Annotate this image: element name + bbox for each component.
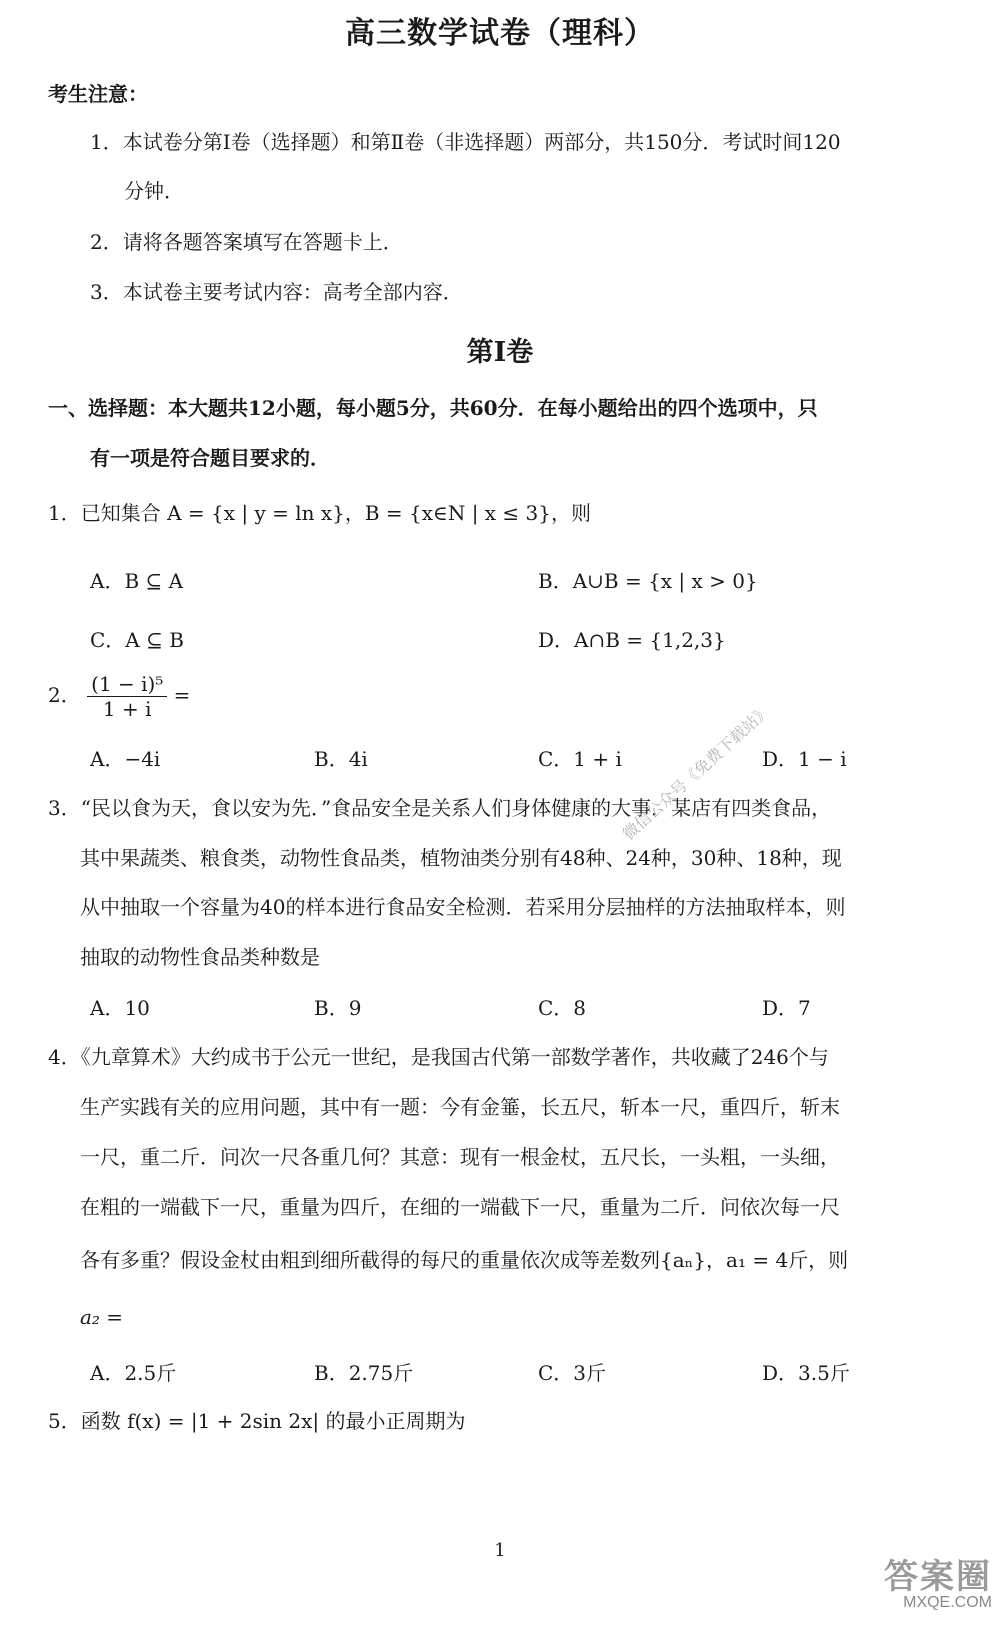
q3-line-1: 3．“民以食为天，食以安为先．”食品安全是关系人们身体健康的大事．某店有四类食品， [48,796,832,820]
q2-label: 2． [48,683,81,707]
q4-line-3: 一尺，重二斤．问次一尺各重几何？其意：现有一根金杖，五尺长，一头粗，一头细， [80,1145,840,1169]
q2-fraction [87,672,167,721]
corner-logo-title: 答案圈 [884,1557,992,1597]
q1-stem: 1．已知集合 A = {x | y = ln x}，B = {x∈N | x ≤ 3}，则 [48,501,591,525]
corner-logo-site: MXQE.COM [903,1594,992,1611]
q1-option-a: A．B ⊆ A [90,569,184,593]
q4-line-5: 各有多重？假设金杖由粗到细所截得的每尺的重量依次成等差数列{aₙ}，a₁ = 4斤，则 [80,1248,849,1272]
q4-option-c: C．3斤 [538,1361,607,1385]
q1-option-b: B．A∪B = {x | x > 0} [538,569,758,593]
watermark-text: 微信公众号《免费下载站》 [618,700,775,844]
q5-stem: 5．函数 f(x) = |1 + 2sin 2x| 的最小正周期为 [48,1409,466,1433]
q3-option-c: C．8 [538,996,587,1020]
q2-option-a: A．−4i [90,747,161,771]
q3-line-2: 其中果蔬类、粮食类，动物性食品类，植物油类分别有48种、24种，30种、18种，现 [80,846,842,870]
page-number: 1 [494,1540,506,1561]
q4-line-1: 4．《九章算术》大约成书于公元一世纪，是我国古代第一部数学著作，共收藏了246个与 [48,1045,829,1069]
q4-line-4: 在粗的一端截下一尺，重量为四斤，在细的一端截下一尺，重量为二斤．问依次每一尺 [80,1195,840,1219]
q2-option-d: D．1 − i [762,747,847,771]
notice-item-1: 1．本试卷分第Ⅰ卷（选择题）和第Ⅱ卷（非选择题）两部分，共150分．考试时间120 [90,130,841,154]
page-title: 高三数学试卷（理科） [345,16,655,51]
q2-option-b: B．4i [314,747,368,771]
q2-suffix: = [173,683,191,707]
notice-heading: 考生注意： [48,82,148,106]
q4-line-2: 生产实践有关的应用问题，其中有一题：今有金箠，长五尺，斩本一尺，重四斤，斩末 [80,1095,840,1119]
q2-stem [48,672,190,721]
q3-option-a: A．10 [90,996,150,1020]
q4-option-d: D．3.5斤 [762,1361,850,1385]
corner-logo [812,1549,992,1619]
notice-item-3: 3．本试卷主要考试内容：高考全部内容． [90,280,463,304]
notice-item-2: 2．请将各题答案填写在答题卡上． [90,230,403,254]
part-one-heading-line2: 有一项是符合题目要求的． [90,446,330,470]
q3-line-3: 从中抽取一个容量为40的样本进行食品安全检测．若采用分层抽样的方法抽取样本，则 [80,895,846,919]
notice-item-1-cont: 分钟． [124,179,184,203]
q2-numerator: (1 − i)⁵ [87,672,167,697]
q2-option-c: C．1 + i [538,747,622,771]
q3-option-d: D．7 [762,996,811,1020]
q3-line-4: 抽取的动物性食品类种数是 [80,945,320,969]
q3-option-b: B．9 [314,996,362,1020]
q1-option-d: D．A∩B = {1,2,3} [538,628,726,652]
part-one-heading-line1: 一、选择题：本大题共12小题，每小题5分，共60分．在每小题给出的四个选项中，只 [48,396,818,420]
section-title: 第Ⅰ卷 [466,337,534,368]
q2-denominator: 1 + i [102,697,152,721]
q4-option-a: A．2.5斤 [90,1361,177,1385]
q4-option-b: B．2.75斤 [314,1361,414,1385]
q1-option-c: C．A ⊆ B [90,628,184,652]
q4-line-6: a₂ = [80,1305,124,1329]
